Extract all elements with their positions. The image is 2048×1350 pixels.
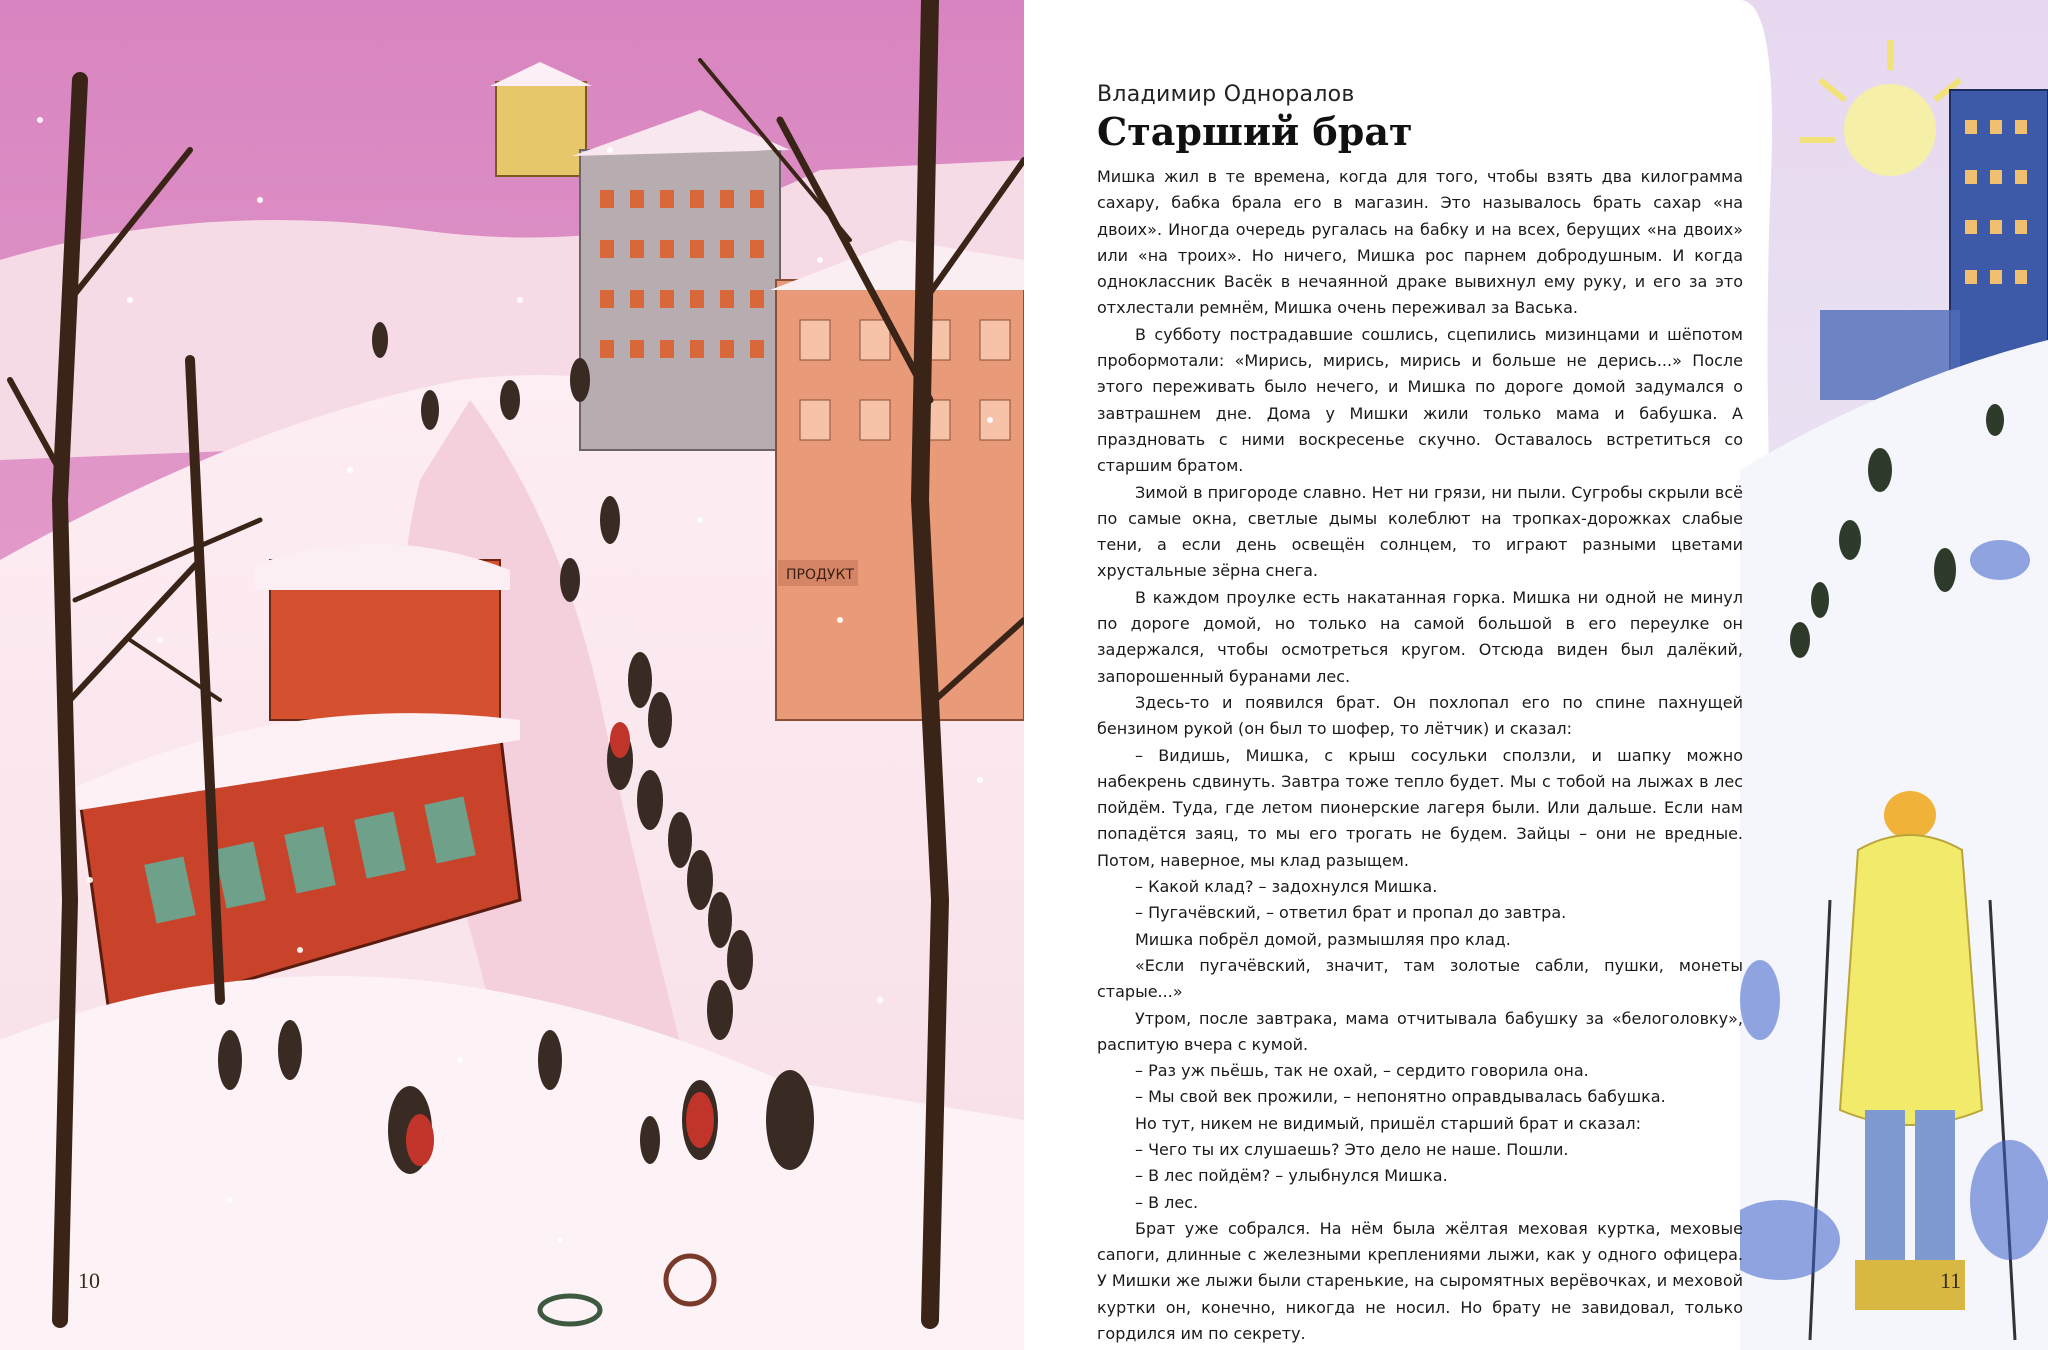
- paragraph: Мишка побрёл домой, размышляя про клад.: [1135, 929, 1511, 949]
- dialogue-line: – Раз уж пьёшь, так не охай, – сердито говорила она.: [1135, 1061, 1589, 1081]
- paragraph: «Если пугачёвский, значит, там золотые сабли, пушки, монеты старые...»: [1097, 955, 1743, 1002]
- paragraph: Здесь-то и появился брат. Он похлопал его по спине пахнущей бензином рукой (он был то шофер, то лётчик) и сказал:: [1097, 692, 1743, 739]
- paragraph: Брат уже собрался. На нём была жёлтая меховая куртка, меховые сапоги, длинные с железными креплениями лыжи, как у одного офицера. У Мишки же лыжи были старенькие, на сыромятных верёвочках, и меховой куртки он, конечно, никогда не носил. Но брату не завидовал, только гордился им по секрету.: [1097, 1218, 1743, 1344]
- author-name: Владимир Одноралов: [1097, 82, 1355, 107]
- paragraph: Зимой в пригороде славно. Нет ни грязи, ни пыли. Сугробы скрыли всё по самые окна, светлые дымы колеблют на тропках-дорожках слабые тени, а если день освещён солнцем, то играют разными цветами хрустальные зёрна снега.: [1097, 482, 1743, 581]
- dialogue-line: – Мы свой век прожили, – непонятно оправдывалась бабушка.: [1135, 1087, 1666, 1107]
- paragraph: Мишка жил в те времена, когда для того, чтобы взять два килограмма сахару, бабка брала его в магазин. Это называлось брать сахар «на двоих». Иногда очередь ругалась на бабку и на всех, берущих «на двоих» или «на троих». Но ничего, Мишка рос парнем добродушным. И когда одноклассник Васёк в нечаянной драке вывихнул ему руку, и его за это отхлестали ремнём, Мишка очень переживал за Васька.: [1097, 167, 1743, 318]
- paragraph: В субботу пострадавшие сошлись, сцепились мизинцами и шёпотом пробормотали: «Мирись, мирись, мирись и больше не дерись...» После этого переживать было нечего, и Мишка по дороге домой задумался о завтрашнем дне. Дома у Мишки жили только мама и бабушка. А праздновать с ними воскресенье скучно. Оставалось встретиться со старшим братом.: [1097, 324, 1743, 476]
- sun: [1844, 84, 1936, 176]
- dialogue-line: – Чего ты их слушаешь? Это дело не наше. Пошли.: [1135, 1139, 1569, 1159]
- right-illustration: [1740, 0, 2048, 1350]
- dialogue-line: – В лес пойдём? – улыбнулся Мишка.: [1135, 1166, 1448, 1186]
- shop-sign: ПРОДУКТ: [786, 567, 854, 583]
- story-title: Старший брат: [1097, 109, 1413, 154]
- page-number-right: 11: [1940, 1268, 1962, 1293]
- story-body: [1097, 164, 1743, 1347]
- skier-painting: [1740, 0, 2048, 1350]
- story-text-column: [1097, 82, 1743, 1347]
- paragraph: В каждом проулке есть накатанная горка. Мишка ни одной не минул по дороге домой, но только на самой большой в его переулке он задержался, чтобы осмотреться кругом. Отсюда виден был далёкий, запорошенный буранами лес.: [1097, 587, 1743, 686]
- dialogue-line: – Видишь, Мишка, с крыш сосульки сползли, и шапку можно набекрень сдвинуть. Завтра тоже тепло будет. Мы с тобой на лыжах в лес пойдём. Туда, где летом пионерские лагеря были. Или дальше. Если нам попадётся заяц, то мы его трогать не будем. Зайцы – они не вредные. Потом, наверное, мы клад разыщем.: [1097, 745, 1743, 870]
- yellow-house: [496, 82, 586, 176]
- dialogue-line: – Какой клад? – задохнулся Мишка.: [1135, 877, 1438, 897]
- dialogue-line: – Пугачёвский, – ответил брат и пропал до завтра.: [1135, 903, 1567, 923]
- dialogue-line: – В лес.: [1135, 1192, 1199, 1212]
- page-number-left: 10: [78, 1268, 100, 1293]
- paragraph: Утром, после завтрака, мама отчитывала бабушку за «белоголовку», распитую вчера с кумой.: [1097, 1008, 1743, 1054]
- paragraph: Но тут, никем не видимый, пришёл старший брат и сказал:: [1135, 1113, 1641, 1133]
